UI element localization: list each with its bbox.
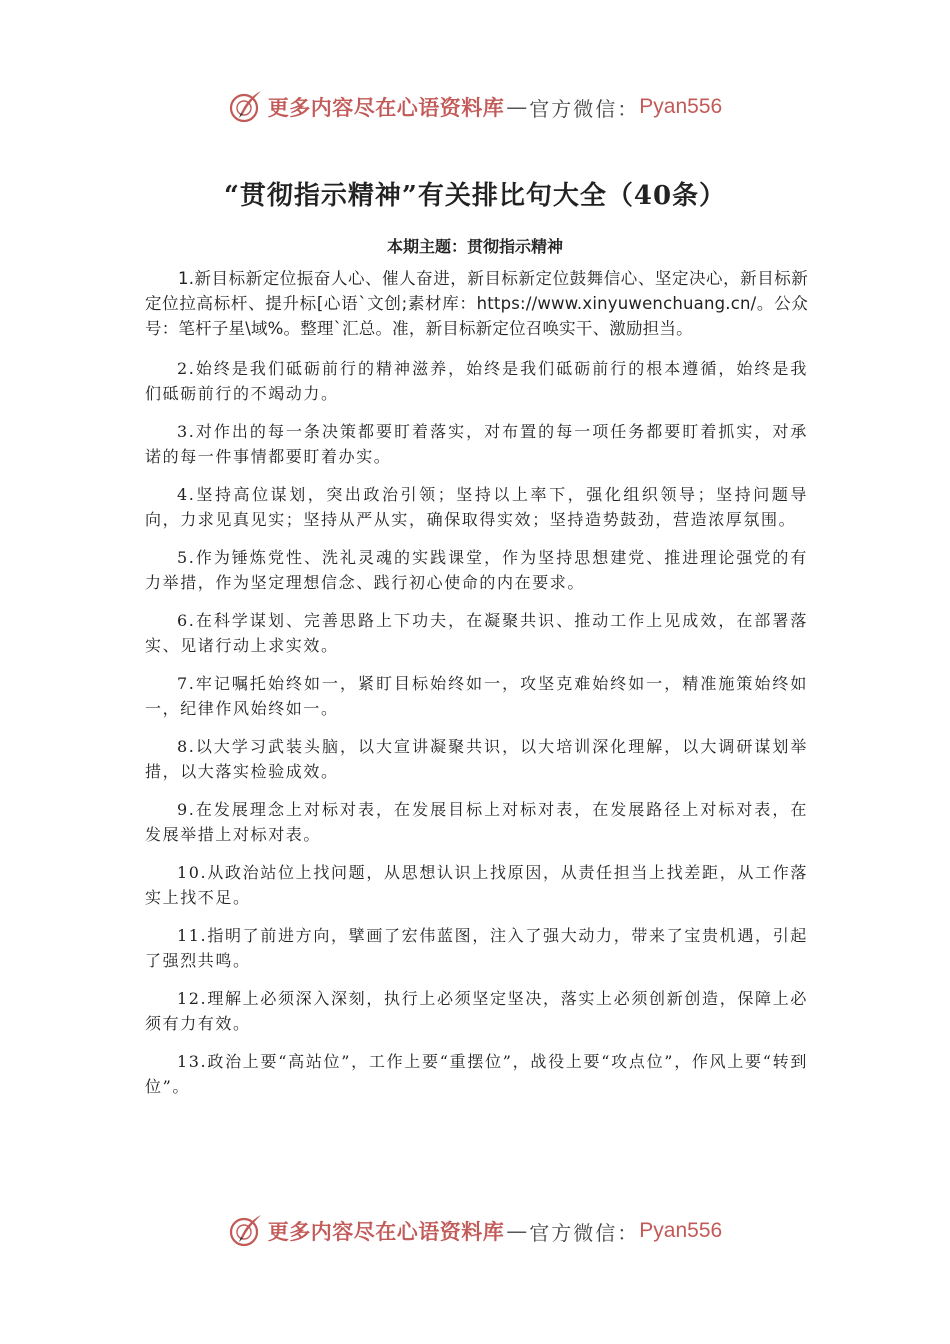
banner-separator: — <box>506 1219 528 1243</box>
header-banner <box>0 87 950 127</box>
document-subtitle: 本期主题：贯彻指示精神 <box>386 237 563 256</box>
paragraph-11: 11.指明了前进方向，擘画了宏伟蓝图，注入了强大动力，带来了宝贵机遇，引起了强烈共鸣。 <box>145 926 808 970</box>
paragraph-4: 4.坚持高位谋划，突出政治引领；坚持以上率下，强化组织领导；坚持问题导向，力求见真见实；坚持从严从实，确保取得实效；坚持造势鼓劲，营造浓厚氛围。 <box>145 485 808 529</box>
paragraph-12: 12.理解上必须深入深刻，执行上必须坚定坚决，落实上必须创新创造，保障上必须有力有效。 <box>145 989 808 1033</box>
footer-banner <box>0 1211 950 1251</box>
paragraph-1: 1.新目标新定位振奋人心、催人奋进，新目标新定位鼓舞信心、坚定决心，新目标新定位拉高标杆、提升标[心语`文创;素材库：https://www.xinyuwenchuang.cn/。公众号：笔杆子星\域%。整理`汇总。准，新目标新定位召唤实干、激励担当。 <box>145 269 808 338</box>
paragraph-3: 3.对作出的每一条决策都要盯着落实，对布置的每一项任务都要盯着抓实，对承诺的每一件事情都要盯着办实。 <box>145 422 808 466</box>
paragraph-10: 10.从政治站位上找问题，从思想认识上找原因，从责任担当上找差距，从工作落实上找不足。 <box>145 863 808 907</box>
paragraph-7: 7.牢记嘱托始终如一，紧盯目标始终如一，攻坚克难始终如一，精准施策始终如一，纪律作风始终如一。 <box>145 674 808 718</box>
paragraph-9: 9.在发展理念上对标对表，在发展目标上对标对表，在发展路径上对标对表，在发展举措上对标对表。 <box>145 800 808 844</box>
wechat-label: 官方微信： <box>529 96 640 121</box>
paragraph-2: 2.始终是我们砥砺前行的精神滋养，始终是我们砥砺前行的根本遵循，始终是我们砥砺前行的不竭动力。 <box>145 359 808 403</box>
brand-text: 更多内容尽在心语资料库 <box>267 1219 505 1244</box>
paragraph-8: 8.以大学习武装头脑，以大宣讲凝聚共识，以大培训深化理解，以大调研谋划举措，以大落实检验成效。 <box>145 737 808 781</box>
paragraph-13: 13.政治上要“高站位”，工作上要“重摆位”，战役上要“攻点位”，作风上要“转到位”。 <box>145 1052 808 1096</box>
quill-pen-logo-icon <box>228 1213 264 1249</box>
wechat-id: Pyan556 <box>639 95 723 118</box>
wechat-id: Pyan556 <box>639 1219 723 1242</box>
document-body <box>145 266 808 1112</box>
quill-pen-logo-icon <box>228 89 264 125</box>
brand-text: 更多内容尽在心语资料库 <box>267 95 505 120</box>
banner-separator: — <box>506 95 528 119</box>
page-title: “贯彻指示精神”有关排比句大全（40条） <box>223 181 727 211</box>
paragraph-6: 6.在科学谋划、完善思路上下功夫，在凝聚共识、推动工作上见成效，在部署落实、见诸行动上求实效。 <box>145 611 808 655</box>
paragraph-5: 5.作为锤炼党性、洗礼灵魂的实践课堂，作为坚持思想建党、推进理论强党的有力举措，作为坚定理想信念、践行初心使命的内在要求。 <box>145 548 808 592</box>
wechat-label: 官方微信： <box>529 1220 640 1245</box>
